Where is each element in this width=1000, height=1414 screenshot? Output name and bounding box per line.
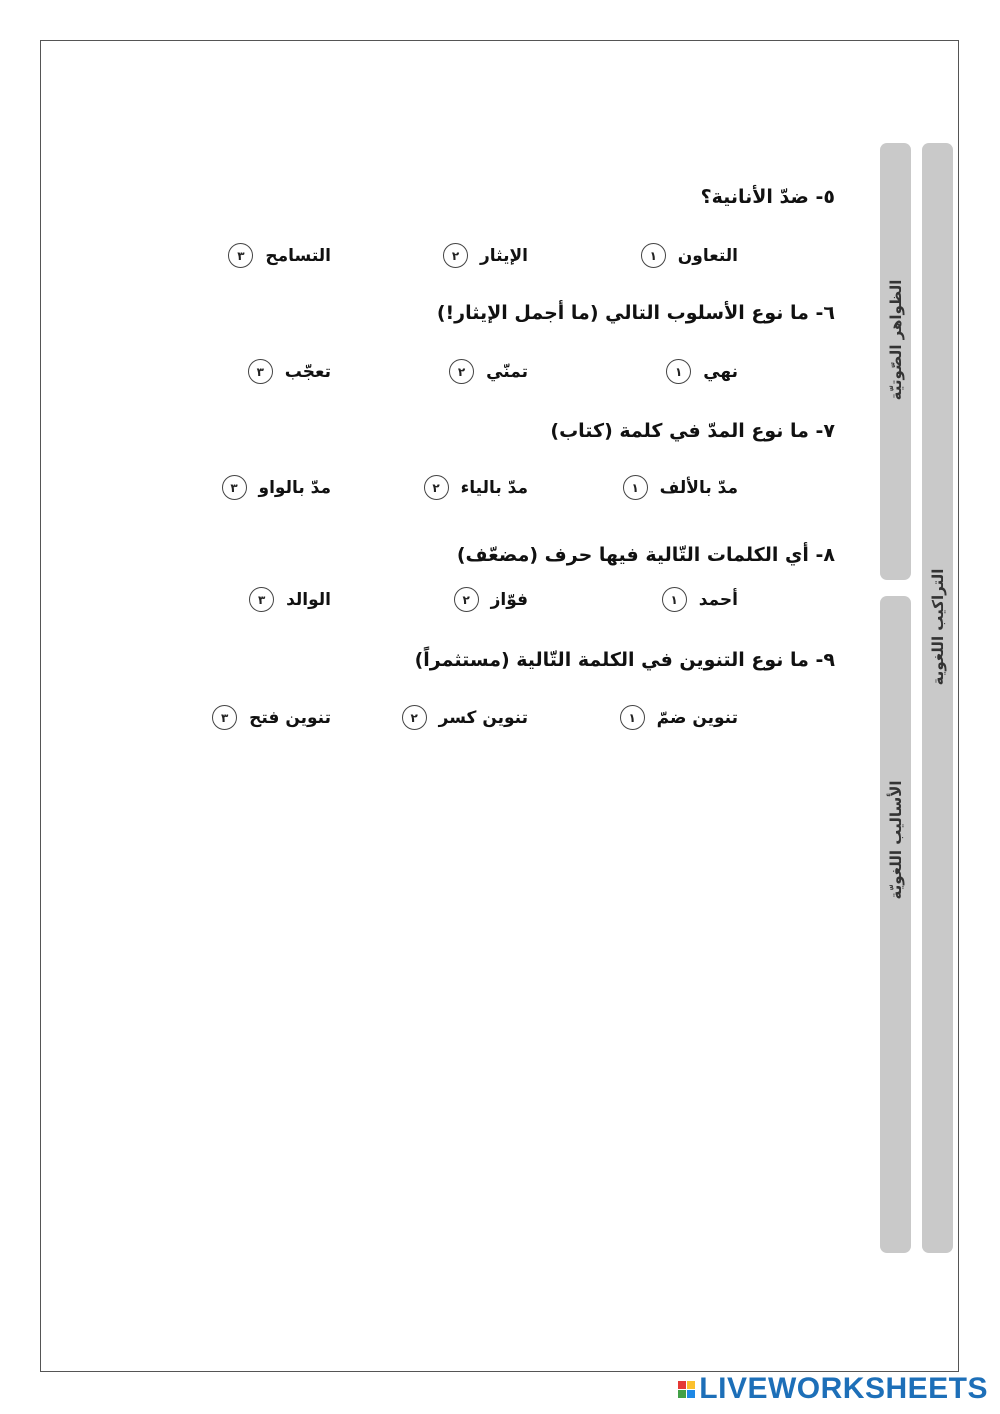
option-number-circle: ٣ <box>249 587 274 612</box>
option-label: مدّ بالياء <box>460 477 528 498</box>
option-number-circle: ٣ <box>212 705 237 730</box>
option-label: الوالد <box>286 589 331 610</box>
option-q6-1[interactable] <box>666 359 738 384</box>
option-number-circle: ١ <box>666 359 691 384</box>
option-number-circle: ٢ <box>402 705 427 730</box>
liveworksheets-logo-icon <box>678 1381 695 1398</box>
option-label: فوّاز <box>490 589 528 610</box>
logo-square <box>687 1381 695 1389</box>
option-q6-2[interactable] <box>449 359 528 384</box>
option-label: تنوين ضمّ <box>656 707 738 728</box>
option-q5-2[interactable] <box>443 243 528 268</box>
option-q5-1[interactable] <box>641 243 738 268</box>
liveworksheets-brand[interactable] <box>678 1372 988 1406</box>
option-q8-3[interactable] <box>249 587 331 612</box>
question-7: ٧- ما نوع المدّ في كلمة (كتاب) <box>550 420 835 442</box>
option-q6-3[interactable] <box>248 359 331 384</box>
option-q7-1[interactable] <box>623 475 738 500</box>
option-label: التسامح <box>265 245 331 266</box>
brand-name: LIVEWORKSHEETS <box>699 1372 988 1405</box>
question-9: ٩- ما نوع التنوين في الكلمة التّالية (مستثمراً) <box>414 649 835 671</box>
option-label: مدّ بالواو <box>258 477 331 498</box>
option-label: تنوين فتح <box>249 707 331 728</box>
option-number-circle: ١ <box>623 475 648 500</box>
option-q8-2[interactable] <box>454 587 528 612</box>
side-bar-outer <box>922 143 953 1253</box>
option-label: تمنّي <box>486 361 528 382</box>
option-number-circle: ١ <box>620 705 645 730</box>
option-q9-3[interactable] <box>212 705 331 730</box>
option-q9-1[interactable] <box>620 705 738 730</box>
option-label: أحمد <box>698 589 738 610</box>
option-number-circle: ١ <box>641 243 666 268</box>
side-label-outer: التراكيب اللغوية <box>929 568 947 686</box>
option-label: نهي <box>703 361 738 382</box>
option-label: تعجّب <box>284 361 331 382</box>
option-number-circle: ٣ <box>228 243 253 268</box>
question-6: ٦- ما نوع الأسلوب التالي (ما أجمل الإيثار!) <box>436 302 835 324</box>
logo-square <box>678 1390 686 1398</box>
option-q9-2[interactable] <box>402 705 528 730</box>
option-label: التعاون <box>677 245 738 266</box>
option-label: الإيثار <box>480 245 528 266</box>
option-q5-3[interactable] <box>228 243 331 268</box>
option-number-circle: ١ <box>662 587 687 612</box>
option-number-circle: ٢ <box>454 587 479 612</box>
side-label-inner-top: الظواهر الصّوتيّة <box>887 279 905 401</box>
logo-square <box>687 1390 695 1398</box>
option-label: مدّ بالألف <box>659 477 738 498</box>
option-number-circle: ٢ <box>449 359 474 384</box>
side-bar-inner-bottom <box>880 596 911 1253</box>
question-8: ٨- أي الكلمات التّالية فيها حرف (مضعّف) <box>456 544 835 566</box>
side-label-inner-bottom: الأساليب اللغويّة <box>887 780 905 900</box>
option-number-circle: ٣ <box>222 475 247 500</box>
option-number-circle: ٢ <box>424 475 449 500</box>
option-q8-1[interactable] <box>662 587 738 612</box>
question-5: ٥- ضدّ الأنانية؟ <box>700 186 835 208</box>
option-q7-3[interactable] <box>222 475 331 500</box>
logo-square <box>678 1381 686 1389</box>
option-number-circle: ٢ <box>443 243 468 268</box>
option-q7-2[interactable] <box>424 475 528 500</box>
option-label: تنوين كسر <box>438 707 528 728</box>
option-number-circle: ٣ <box>248 359 273 384</box>
